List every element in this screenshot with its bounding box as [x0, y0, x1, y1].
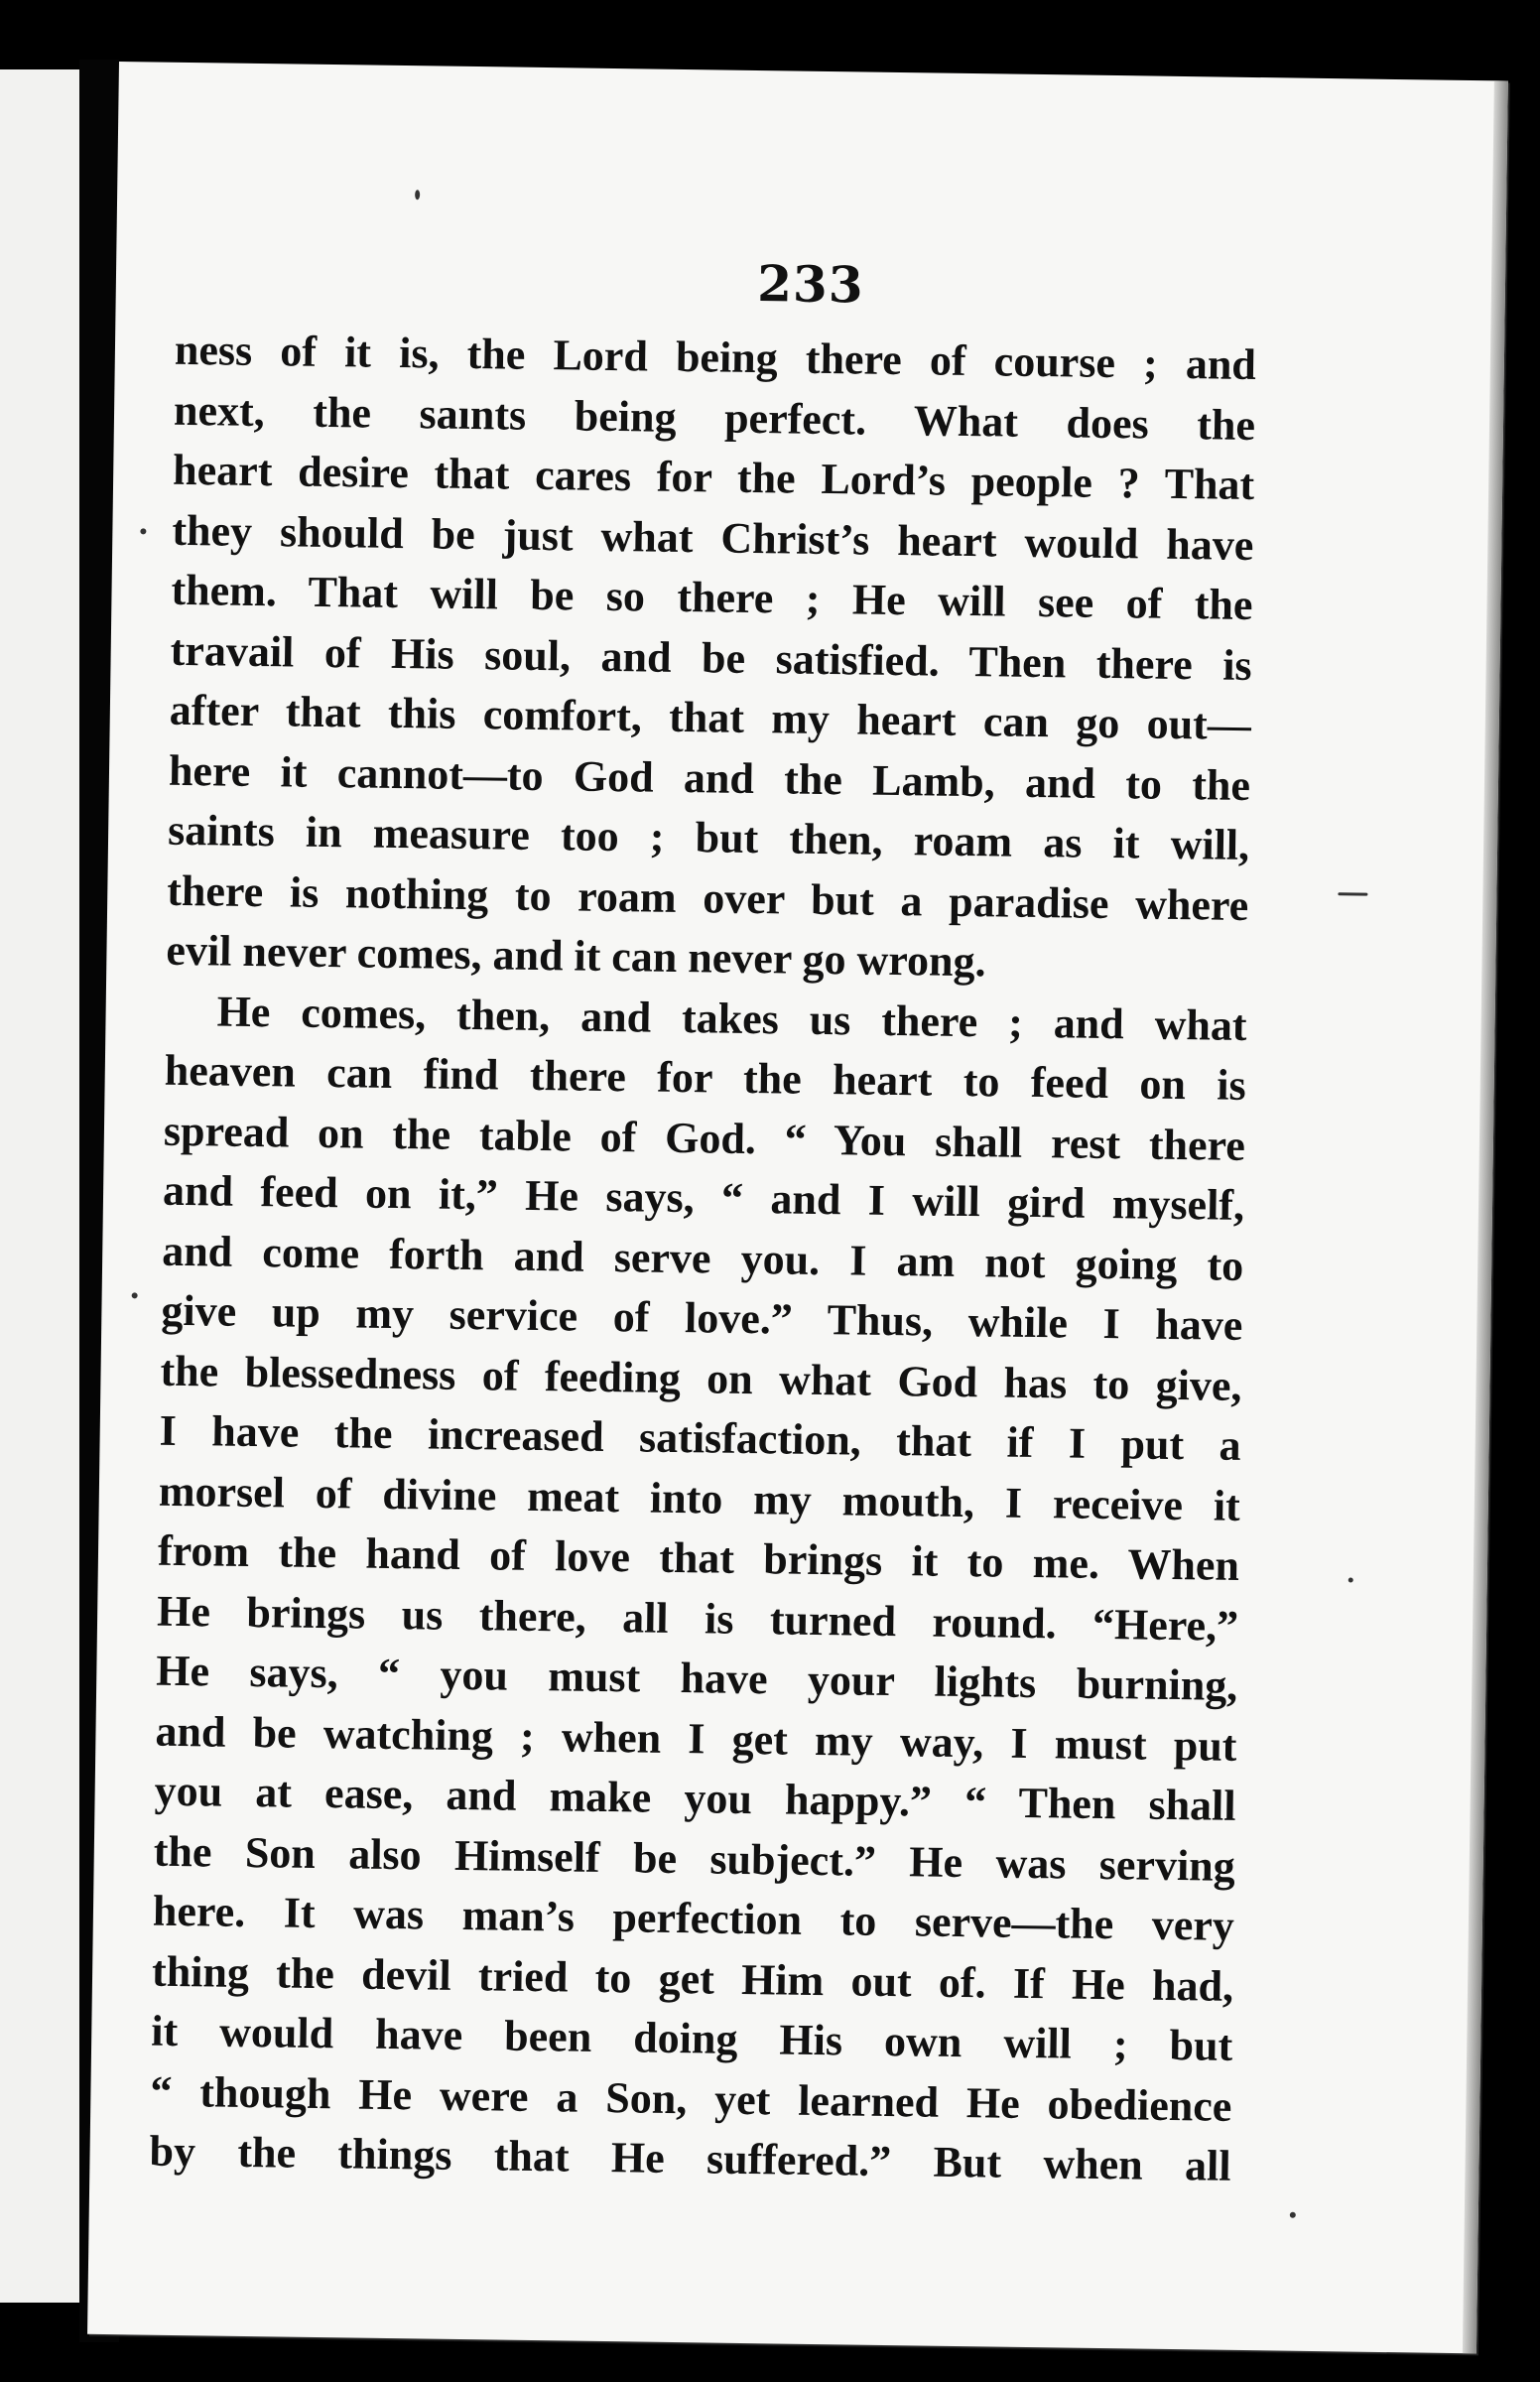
text-line: I have the increased satisfaction, that if I put a	[159, 1405, 1241, 1470]
text-line: they should be just what Christ’s heart would have	[172, 505, 1254, 570]
text-line: next, the saınts being perfect. What does the	[173, 385, 1256, 450]
text-line: evil never comes, and it can never go wrong.	[166, 925, 986, 987]
ink-speck	[140, 528, 146, 534]
ink-speck	[415, 190, 420, 199]
text-line: saints in measure too ; but then, roam as it will,	[167, 805, 1250, 869]
previous-page-edge	[0, 69, 79, 2303]
text-line: them. That will be so there ; He will see of the	[171, 565, 1253, 630]
text-line: heart desire that cares for the Lord’s people ? That	[172, 445, 1255, 510]
text-line: the Son also Himself be subject.” He was serving	[153, 1826, 1236, 1891]
text-line: you at ease, and make you happy.” “ Then shall	[154, 1766, 1236, 1830]
text-line: and feed on it,” He says, “ and I will gird myself,	[162, 1165, 1245, 1230]
body-text	[149, 321, 1256, 2197]
page-edge-shadow	[1463, 80, 1508, 2353]
page-number: 233	[756, 254, 865, 315]
text-line: and be watching ; when I get my way, I must put	[155, 1706, 1237, 1771]
text-line: travail of His soul, and be satisfied. Then there is	[170, 625, 1252, 690]
text-line: there is nothing to roam over but a paradise where	[167, 865, 1249, 930]
text-line: heaven can find there for the heart to feed on is	[164, 1045, 1247, 1110]
text-line: here. It was man’s perfection to serve—the very	[152, 1886, 1235, 1950]
ink-speck	[1348, 1577, 1353, 1582]
text-line: spread on the table of God. “ You shall rest there	[163, 1106, 1246, 1170]
text-line: He brings us there, all is turned round. “Here,”	[156, 1586, 1239, 1651]
text-line: ness of it is, the Lord being there of course ; and	[174, 325, 1257, 390]
text-line: after that this comfort, that my heart can go out—	[169, 685, 1252, 749]
text-line: from the hand of love that brings it to me. When	[157, 1525, 1240, 1590]
text-line: morsel of divine meat into my mouth, I receive it	[158, 1466, 1241, 1530]
book-page	[87, 62, 1508, 2353]
text-line: He says, “ you must have your lights burning,	[156, 1646, 1238, 1710]
ink-speck	[1338, 892, 1367, 895]
text-line: here it cannot—to God and the Lamb, and to the	[168, 745, 1251, 810]
text-line: the blessedness of feeding on what God has to give,	[160, 1346, 1242, 1410]
text-line: by the things that He suffered.” But when all	[149, 2126, 1231, 2190]
text-line: thing the devil tried to get Him out of. If He had,	[151, 1946, 1234, 2011]
ink-speck	[132, 1292, 138, 1298]
text-line: give up my service of love.” Thus, while I have	[161, 1285, 1243, 1350]
ink-speck	[1290, 2212, 1296, 2218]
text-line: it would have been doing His own will ; but	[150, 2006, 1233, 2070]
text-line: and come forth and serve you. I am not going to	[161, 1226, 1244, 1290]
text-line: “ though He were a Son, yet learned He obedience	[150, 2066, 1232, 2131]
text-line: He comes, then, and takes us there ; and what	[216, 986, 1247, 1050]
paragraph	[149, 981, 1247, 2196]
paragraph	[166, 321, 1256, 996]
